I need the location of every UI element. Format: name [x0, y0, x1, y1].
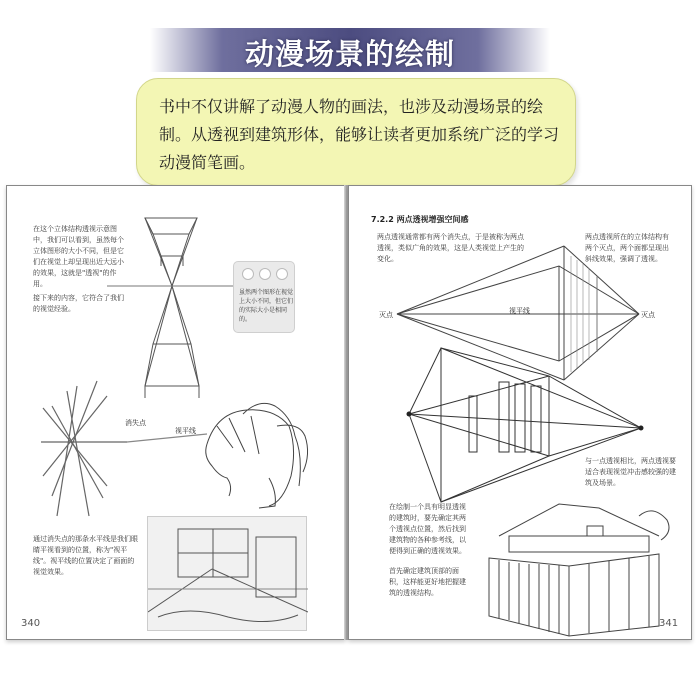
right-para-4: 在绘制一个具有明显透视的建筑时，要先确定其两个透视点位置，然后找到建筑物的各种参考线，以便得到正确的透视效果。	[389, 503, 466, 555]
left-para-1-tail: 接下来的内容，它符合了我们的视觉经验。	[33, 294, 124, 313]
right-page	[348, 185, 692, 640]
left-para-1: 在这个立体结构透视示意图中，我们可以看到，虽然每个立体图形的大小不同，但是它们在视觉上却呈现出近大远小的效果，这就是"透视"的作用。	[33, 225, 124, 288]
label-vanishing-point: 消失点	[125, 419, 146, 427]
callout-text: 书中不仅讲解了动漫人物的画法，也涉及动漫场景的绘制。从透视到建筑形体，能够让读者更加系统广泛的学习动漫简笔画。	[159, 97, 560, 172]
left-page	[6, 185, 346, 640]
label-horizon-line: 视平线	[175, 427, 196, 435]
note-text: 虽然两个图形在视觉上大小不同，但它们的实际大小是相同的。	[239, 289, 294, 323]
right-page-number: 341	[659, 618, 679, 629]
open-book	[0, 185, 700, 685]
right-para-1: 两点透视通常都有两个消失点，于是被称为两点透视，类似广角的效果，这是人类视觉上产生的变化。	[377, 233, 524, 263]
section-title: 7.2.2 两点透视增强空间感	[371, 215, 469, 224]
label-horizon-line: 视平线	[509, 307, 530, 315]
right-para-5: 首先确定建筑顶部的面积，这样能更好地把握建筑的透视结构。	[389, 567, 466, 597]
right-para-3: 与一点透视相比，两点透视要适合表现视觉冲击感较强的建筑及场景。	[585, 457, 676, 487]
banner-title: 动漫场景的绘制	[244, 37, 455, 71]
label-vanishing-point-left: 灭点	[379, 311, 393, 319]
label-vanishing-point-right: 灭点	[641, 311, 655, 319]
room-sketch	[147, 516, 307, 631]
left-para-2: 通过消失点的那条水平线是我们眼睛平视看到的位置，称为"视平线"。视平线的位置决定了画面的视觉效果。	[33, 535, 138, 576]
right-para-2: 两点透视所在的立体结构有两个灭点，两个面都呈现出斜线效果，强调了透视。	[585, 233, 669, 263]
left-page-number: 340	[21, 618, 41, 629]
house-sketch	[349, 186, 693, 641]
callout-bubble	[136, 78, 576, 186]
